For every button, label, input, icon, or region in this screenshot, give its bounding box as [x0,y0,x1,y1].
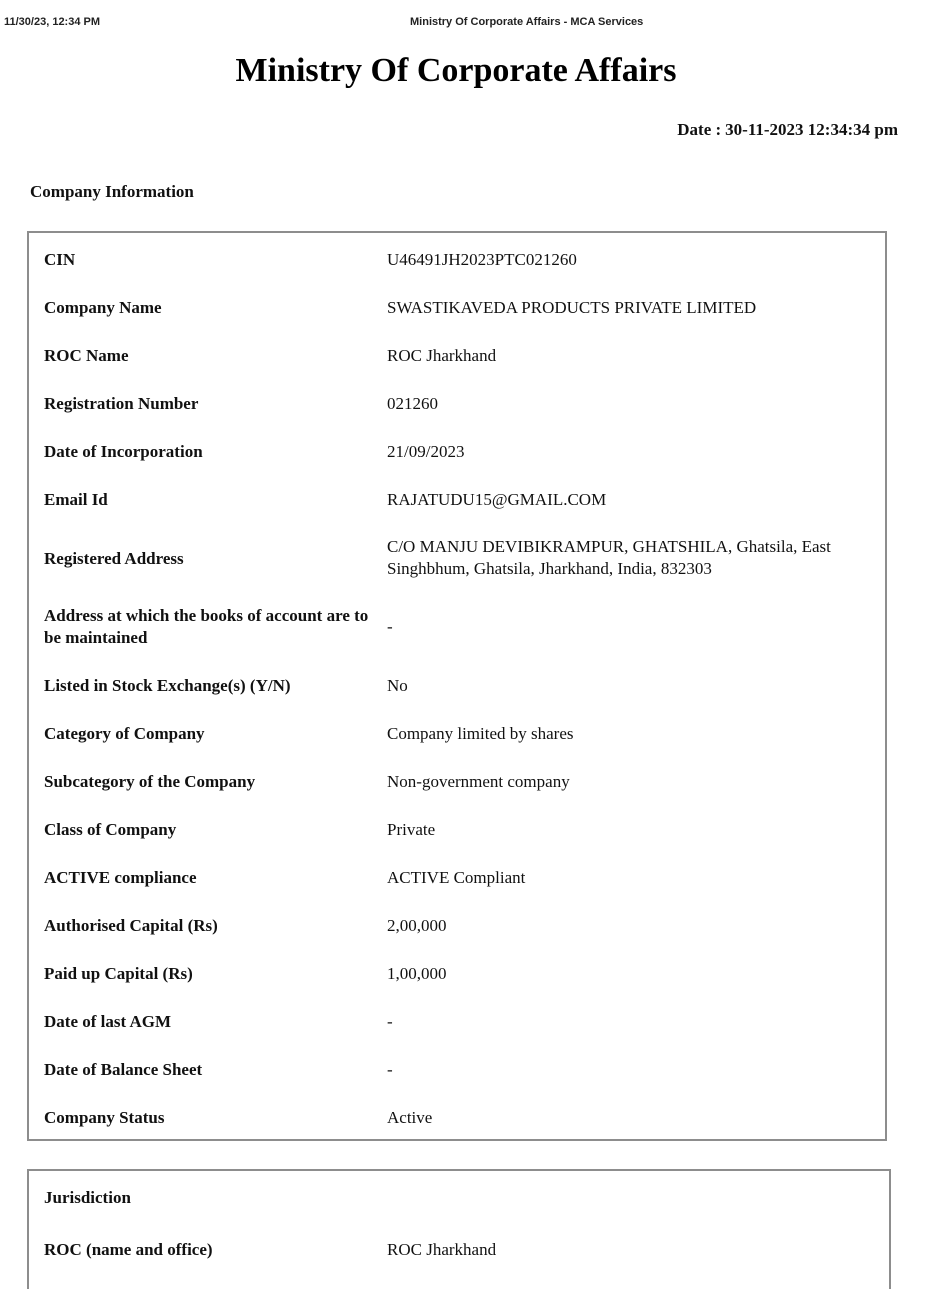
info-value: No [387,676,408,695]
info-value: - [387,1012,393,1031]
info-label: CIN [44,250,76,269]
info-label: Company Status [44,1108,165,1127]
info-label: Listed in Stock Exchange(s) (Y/N) [44,676,291,695]
info-value: ACTIVE Compliant [387,868,526,887]
info-value: 2,00,000 [387,916,447,935]
report-date-value: 30-11-2023 12:34:34 pm [725,120,898,139]
info-row-class-of-company [29,819,885,841]
info-label: Category of Company [44,724,205,743]
jurisdiction-table [27,1169,891,1289]
info-label: ROC (name and office) [44,1240,213,1259]
info-row-cin [29,249,885,271]
info-label: Subcategory of the Company [44,772,256,791]
info-row-company-name [29,297,885,319]
jurisdiction-heading: Jurisdiction [44,1188,131,1207]
info-row-listed-in-stock-exchange [29,675,885,697]
info-value: ROC Jharkhand [387,1240,497,1259]
info-value: Private [387,820,436,839]
info-value: Company limited by shares [387,724,574,743]
report-date-label: Date : [677,120,722,139]
info-label: Date of last AGM [44,1012,172,1031]
info-row-date-of-last-agm [29,1011,885,1033]
info-row-active-compliance [29,867,885,889]
info-row-registration-number [29,393,885,415]
info-value: U46491JH2023PTC021260 [387,250,577,269]
company-information-table [27,231,887,1141]
info-row-date-of-incorporation [29,441,885,463]
print-page-source: Ministry Of Corporate Affairs - MCA Services [410,16,644,28]
info-value: Active [387,1108,433,1127]
info-row-books-of-account-address [29,605,885,649]
info-row-roc-name [29,345,885,367]
info-value: ROC Jharkhand [387,346,497,365]
info-value: C/O MANJU DEVIBIKRAMPUR, GHATSHILA, Ghatsila, East Singhbhum, Ghatsila, Jharkhand, India, 832303 [387,537,831,578]
info-row-authorised-capital [29,915,885,937]
page-title: Ministry Of Corporate Affairs [235,52,677,89]
info-value: 021260 [387,394,438,413]
info-value: Non-government company [387,772,570,791]
info-label: ROC Name [44,346,129,365]
info-label: Registration Number [44,394,199,413]
info-value: RAJATUDU15@GMAIL.COM [387,490,607,509]
print-datetime: 11/30/23, 12:34 PM [4,16,101,28]
info-label: ACTIVE compliance [44,868,197,887]
info-row-date-of-balance-sheet [29,1059,885,1081]
info-value: 21/09/2023 [387,442,465,461]
info-row-company-status [29,1107,885,1129]
info-label: Date of Balance Sheet [44,1060,203,1079]
info-row-registered-address [29,536,885,580]
report-date [677,120,898,140]
info-label: Registered Address [44,549,184,568]
info-row-category-of-company [29,723,885,745]
info-value: 1,00,000 [387,964,447,983]
info-value: SWASTIKAVEDA PRODUCTS PRIVATE LIMITED [387,298,757,317]
info-value: - [387,617,393,636]
info-row-paid-up-capital [29,963,885,985]
info-row-subcategory-of-company [29,771,885,793]
info-label: Date of Incorporation [44,442,203,461]
info-label: Company Name [44,298,162,317]
info-value: - [387,1060,393,1079]
info-row-email-id [29,489,885,511]
info-label: Paid up Capital (Rs) [44,964,193,983]
info-label: Class of Company [44,820,177,839]
info-label: Authorised Capital (Rs) [44,916,218,935]
info-label: Address at which the books of account are to be maintained [44,606,369,647]
company-information-heading: Company Information [30,182,194,201]
info-label: Email Id [44,490,108,509]
